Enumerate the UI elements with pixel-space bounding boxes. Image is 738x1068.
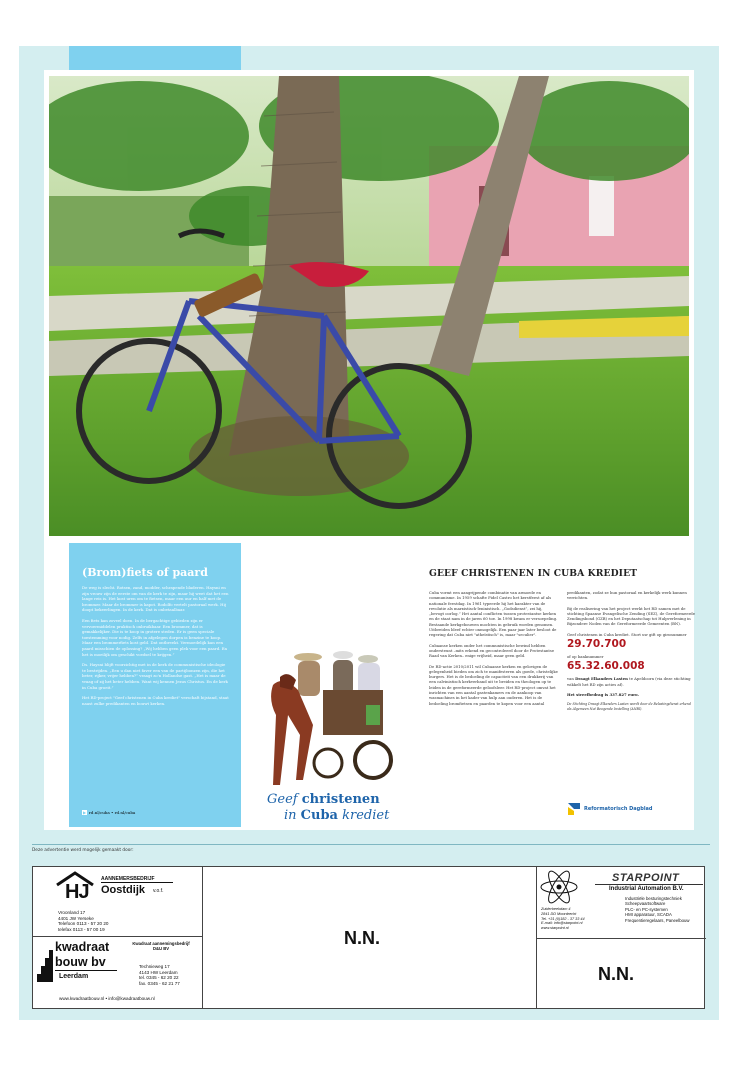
bank-label: of op banknummer — [567, 654, 604, 660]
kwadraat-rule — [55, 970, 117, 971]
starpoint-service: Frequentieregelaars, Paneelbouw — [625, 917, 690, 923]
hj-tag: AANNEMERSBEDRIJF — [101, 876, 155, 882]
kwadraat-address-line: fax. 0345 - 62 21 77 — [139, 980, 180, 986]
sidebar-link-text[interactable]: rd.nl/cuba • rd.nl/cuba — [89, 810, 136, 815]
payee-line: van Draagt Elkanders Lasten te Apeldoorn (via deze stichting wikkelt het RD zijn acties af). — [567, 676, 691, 687]
header-tab — [69, 46, 241, 70]
grid-divider — [202, 867, 203, 1008]
sidebar-paragraph: Het RD-project "Geef christenen in Cuba krediet" verschaft bijstand, staat naast zulke predikanten en bouwt kerken. — [82, 695, 229, 706]
sidebar-paragraph: De weg is slecht. Rotsen, zand, modder, schrapende bladeren. Haysni en zijn vrouw zijn de eerste om van de kerk te zijn, maar hij weet dat het een lange reis is. Het kost uren om te fietsen, maar een uur en half met de brommer. Maar de brommer is kapot. Rodolfo vertelt pastoraal werk. Hij doopt bekeerlingen. In de kerk. Dat is onbetaalbaar. — [82, 585, 229, 613]
tagline-word: Geef — [267, 792, 298, 807]
target-amount: Het streefbedrag is 337.827 euro. — [567, 691, 639, 697]
starpoint-address-line: Tel. +31 (0)182 - 37 33 44 — [541, 916, 585, 921]
bank-number: 65.32.60.008 — [567, 660, 645, 673]
rd-logo-text: Reformatorisch Dagblad — [584, 806, 653, 812]
hj-address-line: Vroonland 17 — [58, 910, 86, 915]
kwadraat-address-line: tel. 0345 - 62 20 22 — [139, 975, 179, 981]
stairs-logo-icon — [37, 942, 55, 982]
tagline-word: christenen — [301, 792, 380, 807]
divider — [32, 844, 710, 845]
disclaimer: De Stichting Draagt Elkanders Lasten wordt door de Belastingdienst erkend als Algemeen Nut Beogende Instelling (ANBI). — [567, 702, 691, 711]
article-paragraph: Bij de realisering van het project werkt het RD samen met de stichting Spaanse Evangelische Zending (SEZ), de Gereformeerde Zendingsbond (GZB) en het Deputaatschap tot Hulpverlening in Bijzondere Noden van de Gereformeerde Gemeenten (BN). — [567, 605, 695, 627]
tagline-word: Cuba — [300, 808, 338, 823]
article-paragraph: Cubaanse kerken onder het communistische bewind hebben ondersteunt –mits erkend en gecontroleerd door de Protestantse Raad van Kerken– enige vrijheid, maar geen geld. — [429, 642, 555, 659]
sidebar-paragraph: Ds. Haysni blijft voorzichtig met in de kerk de communistische ideologie te bestrijden. „Een u dan niet faver een van de partijbonzen zijn, die het beter, rijker, vrijer hebben?” vraagt zo'n Hollandse gast. „Het is maar de vraag of zij het beter hebben. Want wij kennen Jezus Christus. En de kerk in Cuba groeit.” — [82, 662, 228, 690]
campaign-tagline — [262, 792, 402, 824]
starpoint-rule — [595, 884, 703, 885]
atom-logo-icon — [539, 869, 579, 905]
kwadraat-web[interactable]: www.kwadraatbouw.nl • info@kwadraatbouw.nl — [59, 996, 155, 1001]
sponsor-hj-oostdijk — [55, 871, 200, 933]
anonymous-sponsor: N.N. — [344, 928, 380, 948]
starpoint-service: HMI apparatuur, SCADA — [625, 912, 672, 918]
article-column-2 — [567, 590, 696, 716]
hj-name: Oostdijk — [101, 884, 146, 896]
sponsor-starpoint — [537, 867, 705, 937]
rd-logo-icon — [567, 802, 581, 816]
article-paragraph: De RD-actie 2010/2011 wil Cubaanse kerken en gelovigen de gelegenheid bieden om zich te manifesteren als goede, christelijke burgers. Het is de bedoeling de capaciteit van een drukkerij van een calvinistisch kerkverband uit te breiden en theologen op te leiden in de gereformeerde geloofsleer. Het RD-project omvat het inrichten van een aantal gastenkamers en de aankoop van wasmachines in het kader van hulp aan ouderen. Het is de bedoeling bromfietsen en paarden te kopen voor een aantal — [429, 663, 558, 706]
sponsor-kwadraat — [33, 938, 202, 1008]
tagline-word: in — [284, 808, 297, 823]
starpoint-address-line: 2841 DD Moordrecht — [541, 911, 577, 916]
kwadraat-head: D&U BV — [152, 946, 170, 952]
kwadraat-address-line: 4143 HW Leerdam — [139, 969, 178, 975]
hj-initials: HJ — [65, 881, 89, 903]
tagline-word: krediet — [342, 808, 390, 823]
hj-address-line: 4401 JW Yerseke — [58, 915, 94, 921]
kwadraat-line3: Leerdam — [59, 973, 89, 980]
arrow-icon: ▶ — [82, 810, 87, 815]
sidebar-title: (Brom)fiets of paard — [82, 566, 208, 579]
hj-address-line: Telefoon 0113 - 57 20 20 — [58, 921, 109, 927]
sidebar-paragraph: Een fiets kan zoveel doen. In de bergachtige gebieden zijn er vervoermiddelen praktisch onbruikbaar. Een brommer, dat is gemakkelijker. Die is te koop in grotere steden. Er is geen speciale toestemming voor nodig. Zelfs in afgelegen dorpen is benzine te koop. Maar een brommerfiets kost geld. Dat ontbreekt. Vermoedelijk kan een paard misschien de oplossing? „Wij hebben geen plek voor een paard. En het is moeilijk om geschikt voedsel te krijgen.” — [82, 617, 228, 657]
starpoint-service: Industriële besturingstechniek — [625, 896, 682, 901]
grid-divider — [33, 936, 202, 937]
starpoint-address-line: Zuiderbeekdam 4 — [541, 907, 571, 911]
starpoint-name: STARPOINT — [612, 872, 680, 884]
grid-divider — [536, 938, 706, 939]
kwadraat-line2: bouw bv — [55, 955, 106, 969]
rd-logo — [567, 802, 653, 816]
hj-suffix: v.o.f. — [153, 888, 164, 894]
sidebar-box — [69, 543, 241, 827]
sponsor-grid — [32, 866, 705, 1009]
starpoint-address-line: E-mail: info@starpoint.nl — [541, 921, 583, 926]
hj-rule — [101, 882, 173, 883]
sidebar-link[interactable] — [82, 810, 135, 815]
kwadraat-line1: kwadraat — [55, 940, 110, 954]
hj-address-line: telefax 0113 - 57 00 19 — [58, 926, 105, 932]
article-column-1 — [429, 590, 558, 711]
kwadraat-head: Kwadraat aannemingsbedrijf — [132, 941, 190, 946]
article-paragraph: predikanten, zodat ze hun pastoraal en kerkelijk werk kunnen verrichten. — [567, 590, 687, 601]
kwadraat-address-line: Technieweg 17 — [139, 964, 170, 969]
starpoint-address-line: www.starpoint.nl — [541, 926, 569, 931]
article-title: GEEF CHRISTENEN IN CUBA KREDIET — [429, 568, 638, 579]
starpoint-service: Scheepvaartsoftware — [625, 901, 666, 907]
sponsor-note: Deze advertentie werd mogelijk gemaakt door: — [32, 848, 134, 853]
bicycle-photo — [49, 76, 689, 536]
starpoint-service: PLC- en PC-systemen — [625, 906, 668, 912]
article-paragraph: Geef christenen in Cuba krediet. Stort uw gift op gironummer — [567, 631, 687, 637]
payee-name: Draagt Elkanders Lasten — [575, 676, 628, 682]
horse-cart-illustration — [268, 645, 398, 795]
giro-number: 29.70.700 — [567, 638, 627, 651]
article-paragraph: Cuba vormt een aangrijpende combinatie van armoede en communisme. In 1959 schafte Fidel Castro het kerstfeest af als nationale feestdag. In 1961 typeerde hij het karakter van de revolutie als marxistisch-leninistisch. „Godsdienst”, zei hij, „bevogt oorlog.” Het aantal conflicten tussen protestantse kerken en de staat nam in de jaren 60 toe. In 1998 kwam er versoepeling. Bestaande kerkgebouwen mochten in gebruik worden genomen. Uitbreiden bleef echter onmogelijk. Een paar jaar later besloot de regering dat Cuba niet "atheïstisch" is, maar "seculier". — [429, 590, 558, 638]
starpoint-sub: Industrial Automation B.V. — [609, 886, 684, 892]
anonymous-sponsor: N.N. — [598, 964, 634, 984]
